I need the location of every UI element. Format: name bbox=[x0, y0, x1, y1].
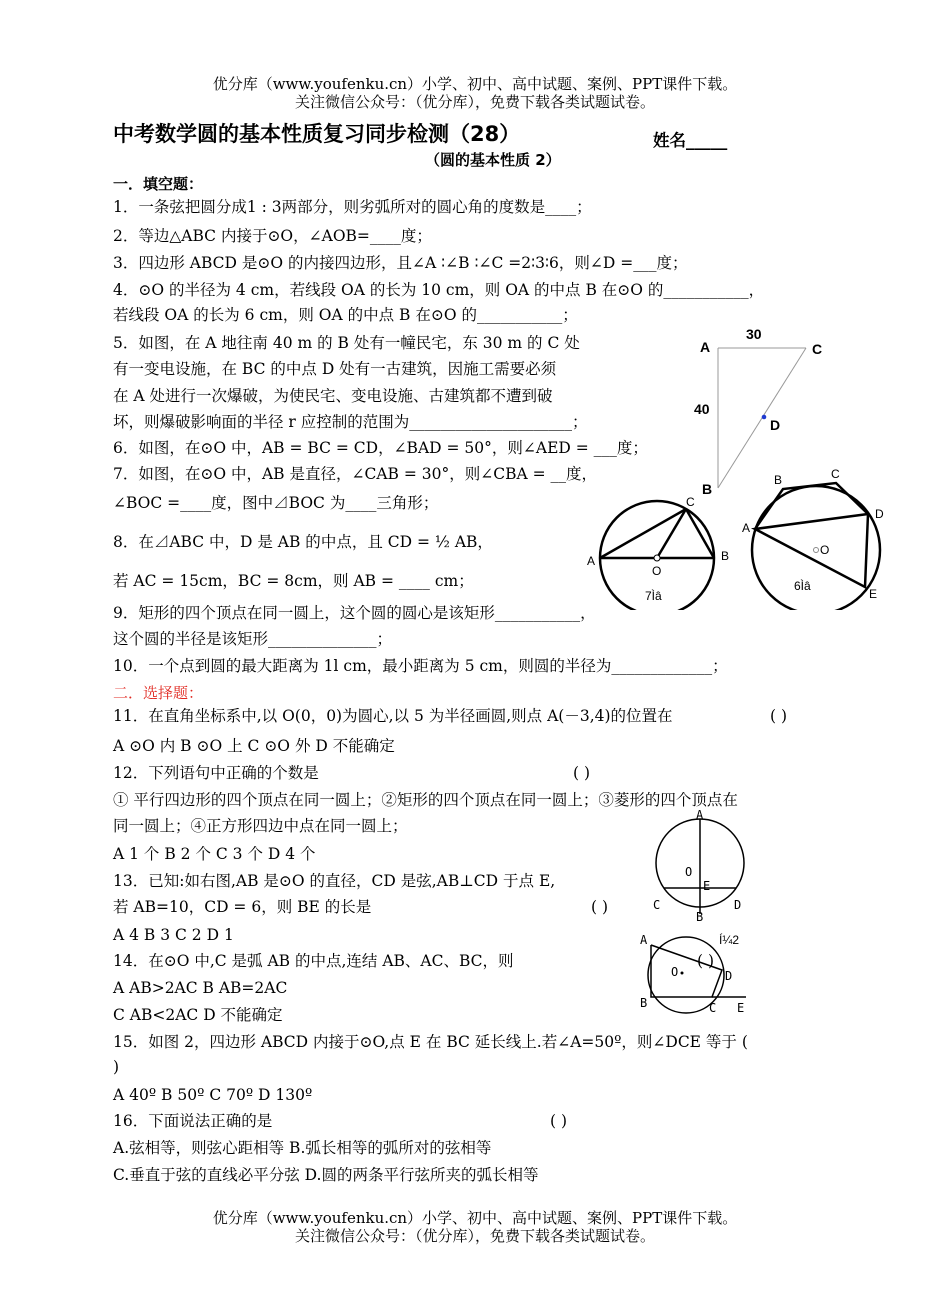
label-b: B bbox=[721, 549, 730, 563]
figure-q15-circle bbox=[636, 930, 756, 1020]
page-subtitle: （圆的基本性质 2） bbox=[425, 151, 561, 169]
label-e: E bbox=[737, 1001, 745, 1015]
label-c: C bbox=[653, 898, 661, 912]
question-8-line-2: 若 AC = 15cm，BC = 8cm，则 AB = ____ cm； bbox=[113, 572, 474, 590]
question-2: 2．等边△ABC 内接于⊙O，∠AOB=____度； bbox=[113, 227, 432, 245]
choice-14-options-2: C AB<2AC D 不能确定 bbox=[113, 1006, 283, 1024]
label-b: B bbox=[696, 910, 704, 923]
section-multiple-choice: 二．选择题： bbox=[113, 684, 204, 702]
figure-q13-circle bbox=[645, 808, 750, 923]
name-field: 姓名_____ bbox=[653, 131, 728, 150]
label-length-40: 40 bbox=[694, 401, 710, 417]
choice-11-options: A ⊙O 内 B ⊙O 上 C ⊙O 外 D 不能确定 bbox=[113, 737, 395, 755]
question-5-line-3: 在 A 处进行一次爆破，为使民宅、变电设施、古建筑都不遭到破 bbox=[113, 387, 553, 405]
question-7-line-1: 7．如图，在⊙O 中，AB 是直径，∠CAB = 30°，则∠CBA = __度， bbox=[113, 465, 598, 483]
label-c: C bbox=[831, 467, 840, 481]
choice-13-options: A 4 B 3 C 2 D 1 bbox=[113, 926, 234, 944]
footer-line-2: 关注微信公众号：（优分库），免费下载各类试题试卷。 bbox=[294, 1227, 655, 1245]
choice-14-answer-paren: ( ) bbox=[697, 952, 715, 970]
choice-13-line-2: 若 AB=10，CD = 6，则 BE 的长是 bbox=[113, 898, 372, 916]
choice-11: 11．在直角坐标系中,以 O(0，0)为圆心,以 5 为半径画圆,则点 A(－3,4)的位置在 bbox=[113, 707, 673, 725]
figure-q6-circle bbox=[738, 465, 888, 610]
question-5-line-4: 坏，则爆破影响面的半径 r 应控制的范围为_____________________； bbox=[113, 413, 588, 431]
question-4-line-2: 若线段 OA 的长为 6 cm，则 OA 的中点 B 在⊙O 的___________； bbox=[113, 306, 578, 324]
question-6: 6．如图，在⊙O 中，AB = BC = CD，∠BAD = 50°，则∠AED = ___度； bbox=[113, 439, 648, 457]
label-o: O bbox=[652, 564, 662, 578]
label-a: A bbox=[640, 933, 648, 947]
header-line-1: 优分库（www.youfenku.cn）小学、初中、高中试题、案例、PPT课件下载。 bbox=[212, 75, 738, 93]
choice-16-line-a: A.弦相等，则弦心距相等 B.弧长相等的弧所对的弦相等 bbox=[113, 1139, 492, 1157]
question-4-line-1: 4．⊙O 的半径为 4 cm，若线段 OA 的长为 10 cm，则 OA 的中点 B 在⊙O 的___________， bbox=[113, 281, 765, 299]
question-9-line-2: 这个圆的半径是该矩形______________； bbox=[113, 630, 393, 648]
label-o: O bbox=[671, 965, 679, 979]
choice-12-line-b: 同一圆上；④正方形四边中点在同一圆上； bbox=[113, 817, 408, 835]
center-o-marker bbox=[654, 555, 660, 561]
label-o: O bbox=[820, 543, 830, 557]
quadrilateral-abcd bbox=[651, 945, 722, 997]
label-b: B bbox=[640, 996, 648, 1010]
point-d-marker bbox=[762, 415, 767, 420]
label-a: A bbox=[742, 521, 751, 535]
label-e: E bbox=[703, 879, 711, 893]
question-1: 1．一条弦把圆分成1 : 3两部分，则劣弧所对的圆心角的度数是____； bbox=[113, 198, 592, 216]
figure-caption: 6Ìâ bbox=[794, 579, 811, 593]
choice-14-options-1: A AB>2AC B AB=2AC bbox=[113, 979, 288, 997]
label-b: B bbox=[774, 473, 783, 487]
choice-12-line-a: ① 平行四边形的四个顶点在同一圆上；②矩形的四个顶点在同一圆上；③菱形的四个顶点在 bbox=[113, 791, 738, 809]
label-b: B bbox=[702, 481, 713, 497]
figure-caption: Í¼2 bbox=[719, 933, 740, 947]
choice-16-line-b: C.垂直于弦的直线必平分弦 D.圆的两条平行弦所夹的弧长相等 bbox=[113, 1166, 539, 1184]
question-5-line-1: 5．如图，在 A 地往南 40 m 的 B 处有一幢民宅，东 30 m 的 C 处 bbox=[113, 334, 580, 352]
choice-15-options: A 40º B 50º C 70º D 130º bbox=[113, 1086, 313, 1104]
chord-ac bbox=[600, 509, 686, 558]
figure-q7-circle bbox=[585, 490, 735, 610]
choice-15-line-2: ) bbox=[113, 1058, 120, 1076]
choice-12: 12．下列语句中正确的个数是 bbox=[113, 764, 319, 782]
choice-16-answer-paren: ( ) bbox=[550, 1112, 568, 1130]
choice-16: 16．下面说法正确的是 bbox=[113, 1112, 273, 1130]
question-7-line-2: ∠BOC =____度，图中⊿BOC 为____三角形； bbox=[113, 494, 439, 512]
page-title: 中考数学圆的基本性质复习同步检测（28） bbox=[113, 122, 521, 146]
question-9-line-1: 9．矩形的四个顶点在同一圆上，这个圆的圆心是该矩形___________， bbox=[113, 604, 596, 622]
figure-caption: 7Ìâ bbox=[645, 589, 662, 603]
choice-11-answer-paren: ( ) bbox=[770, 707, 788, 725]
section-fill-blank: 一．填空题： bbox=[113, 175, 204, 193]
label-d: D bbox=[770, 417, 781, 433]
label-a: A bbox=[587, 554, 596, 568]
header-line-2: 关注微信公众号：（优分库），免费下载各类试题试卷。 bbox=[294, 93, 655, 111]
label-length-30: 30 bbox=[746, 326, 762, 342]
question-10: 10．一个点到圆的最大距离为 1l cm，最小距离为 5 cm，则圆的半径为_____________； bbox=[113, 657, 728, 675]
center-o-marker bbox=[814, 548, 819, 553]
choice-14: 14．在⊙O 中,C 是弧 AB 的中点,连结 AB、AC、BC，则 bbox=[113, 952, 514, 970]
center-o-marker bbox=[681, 972, 684, 975]
question-3: 3．四边形 ABCD 是⊙O 的内接四边形，且∠A ∶∠B ∶∠C =2∶3∶6，则∠D =___度； bbox=[113, 254, 688, 272]
label-a: A bbox=[700, 339, 711, 355]
label-e: E bbox=[869, 587, 878, 601]
footer-line-1: 优分库（www.youfenku.cn）小学、初中、高中试题、案例、PPT课件下载。 bbox=[212, 1209, 738, 1227]
choice-15-line-1: 15．如图 2，四边形 ABCD 内接于⊙O,点 E 在 BC 延长线上.若∠A=50º，则∠DCE 等于 ( bbox=[113, 1033, 748, 1051]
choice-12-options: A 1 个 B 2 个 C 3 个 D 4 个 bbox=[113, 845, 316, 863]
label-d: D bbox=[734, 898, 742, 912]
question-8-line-1: 8．在⊿ABC 中，D 是 AB 的中点，且 CD = ½ AB， bbox=[113, 533, 493, 551]
label-a: A bbox=[696, 808, 704, 822]
label-o: O bbox=[685, 865, 693, 879]
label-d: D bbox=[875, 507, 884, 521]
question-5-line-2: 有一变电设施，在 BC 的中点 D 处有一古建筑，因施工需要必须 bbox=[113, 360, 557, 378]
label-c: C bbox=[709, 1001, 717, 1015]
choice-13-line-1: 13．已知:如右图,AB 是⊙O 的直径，CD 是弦,AB⊥CD 于点 E, bbox=[113, 872, 556, 890]
choice-12-answer-paren: ( ) bbox=[573, 764, 591, 782]
chords-abcde bbox=[755, 483, 868, 587]
choice-13-answer-paren: ( ) bbox=[591, 898, 609, 916]
label-c: C bbox=[812, 341, 823, 357]
label-c: C bbox=[686, 495, 695, 509]
label-d: D bbox=[725, 969, 733, 983]
